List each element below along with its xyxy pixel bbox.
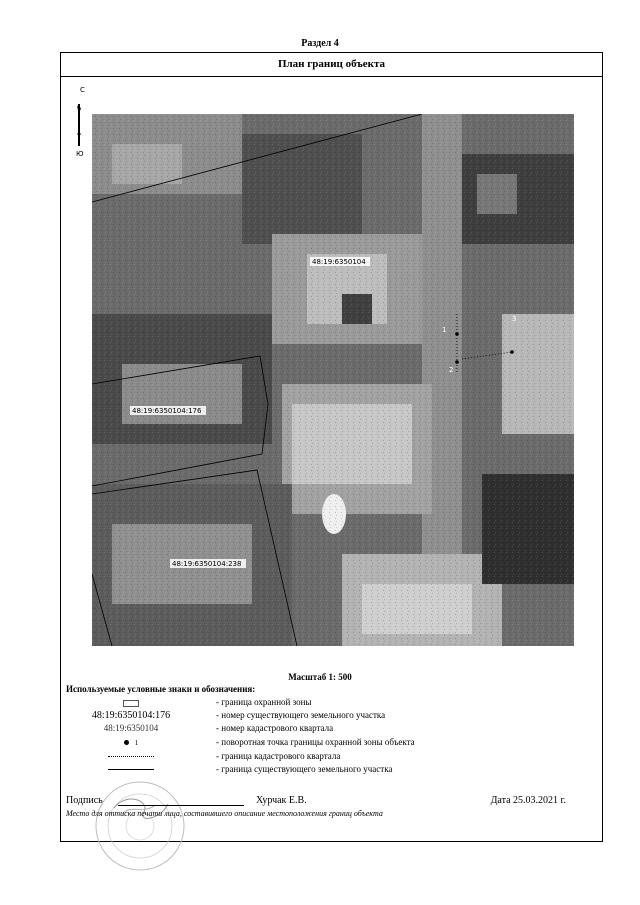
solid-line-icon <box>108 769 154 770</box>
legend-desc: - номер кадастрового квартала <box>216 723 334 733</box>
legend-row-protected-zone <box>66 697 586 709</box>
legend-row-quarter-boundary <box>66 751 586 763</box>
plan-title: План границ объекта <box>61 53 602 77</box>
signature-line <box>118 805 244 806</box>
signature-label: Подпись <box>66 795 103 806</box>
legend-desc: - граница охранной зоны <box>216 697 312 707</box>
seal-stamp-icon <box>92 778 188 874</box>
legend-desc: - поворотная точка границы охранной зоны объекта <box>216 737 415 747</box>
compass-north-label: С <box>80 86 85 94</box>
legend-desc: - граница существующего земельного участка <box>216 764 393 774</box>
parcel-label-176: 48:19:6350104:176 <box>132 407 202 415</box>
legend-desc: - номер существующего земельного участка <box>216 710 386 720</box>
signature-date: Дата 25.03.2021 г. <box>490 795 566 806</box>
legend-title: Используемые условные знаки и обозначения: <box>66 684 256 694</box>
legend-symbol-point: 1 <box>134 739 139 747</box>
parcel-label-238: 48:19:6350104:238 <box>172 560 242 568</box>
dotted-line-icon <box>108 756 154 757</box>
north-arrow-icon <box>76 86 92 166</box>
aerial-map <box>92 114 574 646</box>
point-dot-icon <box>124 740 129 745</box>
protected-zone-box-icon <box>123 700 139 707</box>
compass-south-label: Ю <box>76 150 84 158</box>
map-scale: Масштаб 1: 500 <box>288 672 352 682</box>
legend-desc: - граница кадастрового квартала <box>216 751 341 761</box>
stamp-footnote: Место для оттиска печати лица, составившего описание местоположения границ объекта <box>66 809 383 818</box>
legend-row-parcel-boundary <box>66 764 586 776</box>
parcel-label-quarter: 48:19:6350104 <box>312 258 366 266</box>
signer-name: Хурчак Е.В. <box>256 795 307 806</box>
point-label-3: 3 <box>512 315 517 323</box>
legend-row-quarter-number <box>66 723 586 735</box>
point-label-1: 1 <box>442 326 447 334</box>
legend-symbol-quarter-number: 48:19:6350104 <box>103 723 159 733</box>
legend-row-turning-point <box>66 737 586 749</box>
legend-symbol-parcel-number: 48:19:6350104:176 <box>91 710 171 721</box>
section-title: Раздел 4 <box>301 38 339 49</box>
point-label-2: 2 <box>449 366 454 374</box>
legend-row-parcel-number <box>66 710 586 722</box>
